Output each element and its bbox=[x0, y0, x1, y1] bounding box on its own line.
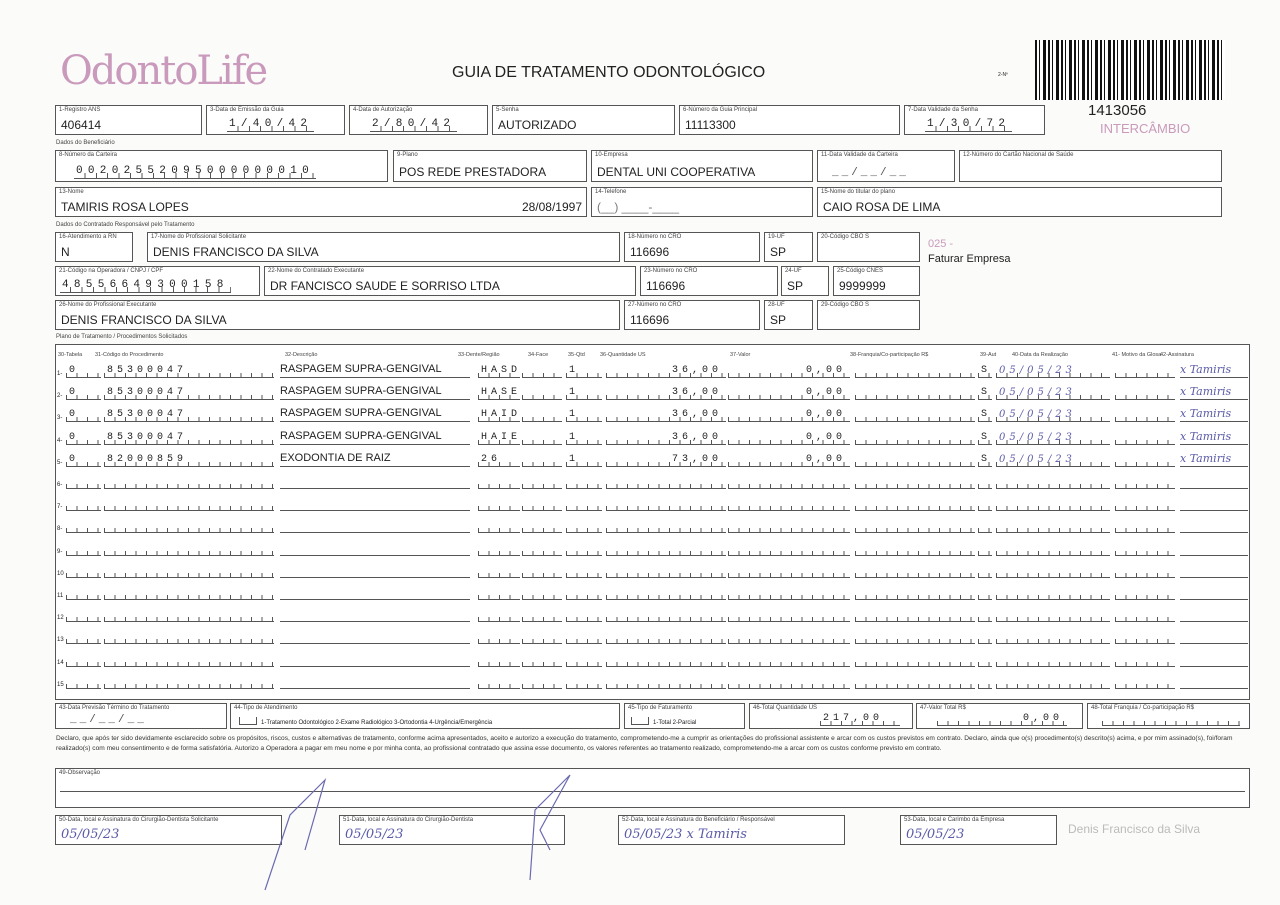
cell-descricao bbox=[280, 563, 470, 578]
table-header: 31-Código do Procedimento bbox=[95, 352, 164, 358]
cell-descricao bbox=[280, 496, 470, 511]
cell-glosa bbox=[1115, 498, 1175, 511]
cell-glosa bbox=[1115, 476, 1175, 489]
cell-face bbox=[522, 498, 562, 511]
cell-tabela: 0 bbox=[66, 365, 101, 378]
cell-codigo bbox=[104, 543, 274, 556]
field-cartao-nacional-saude: 12-Número do Cartão Nacional de Saúde bbox=[959, 150, 1222, 182]
cell-face bbox=[522, 387, 562, 400]
field-cbo-20: 20-Código CBO S bbox=[817, 232, 920, 262]
cell-aut: S bbox=[978, 387, 992, 400]
row-number: 10 bbox=[57, 570, 64, 577]
cell-face bbox=[522, 587, 562, 600]
cell-qtd bbox=[566, 565, 602, 578]
cell-dente bbox=[478, 654, 520, 667]
cell-codigo: 85300047 bbox=[104, 387, 274, 400]
cell-assinatura: x Tamiris bbox=[1180, 430, 1248, 445]
cell-franquia bbox=[855, 387, 975, 400]
cell-valor bbox=[728, 676, 850, 689]
table-row bbox=[55, 560, 1250, 580]
field-empresa: 10-Empresa DENTAL UNI COOPERATIVA bbox=[591, 150, 813, 182]
cell-aut: S bbox=[978, 409, 992, 422]
cell-dente: HAIE bbox=[478, 432, 520, 445]
cell-codigo bbox=[104, 520, 274, 533]
cell-data bbox=[996, 565, 1110, 578]
cell-data: 05/05/23 bbox=[996, 409, 1110, 422]
cell-face bbox=[522, 631, 562, 644]
barcode bbox=[1035, 40, 1225, 100]
cell-dente: 26 bbox=[478, 454, 520, 467]
cell-valor: 0,00 bbox=[728, 432, 850, 445]
cell-tabela bbox=[66, 476, 101, 489]
field-observacao: 49-Observação bbox=[55, 768, 1250, 808]
table-header: 36-Quantidade US bbox=[600, 352, 646, 358]
cell-us: 73,00 bbox=[606, 454, 726, 467]
cell-tabela bbox=[66, 543, 101, 556]
cell-data bbox=[996, 631, 1110, 644]
table-header: 40-Data da Realização bbox=[1012, 352, 1068, 358]
row-number: 5- bbox=[57, 459, 63, 466]
cell-descricao bbox=[280, 541, 470, 556]
cell-dente: HAID bbox=[478, 409, 520, 422]
cell-franquia bbox=[855, 543, 975, 556]
cell-assinatura: x Tamiris bbox=[1180, 385, 1248, 400]
cell-qtd: 1 bbox=[566, 409, 602, 422]
field-uf-28: 28-UF SP bbox=[764, 300, 813, 330]
cell-descricao bbox=[280, 629, 470, 644]
cell-data bbox=[996, 498, 1110, 511]
cell-assinatura: x Tamiris bbox=[1180, 407, 1248, 422]
cell-tabela bbox=[66, 631, 101, 644]
row-number: 1- bbox=[57, 371, 63, 377]
declaration-text: Declaro, que após ter sido devidamente esclarecido sobre os propósitos, riscos, custos e alternativas de tratamento, conforme acima apresentados, aceito e autorizo a execução do tratamento, comprometendo-me a cumprir as orientações do profissional assistente e arcar com os custos previstos em contrato. Declaro, ainda que o(s) procedimento(s) descrito(s) acima, e por mim assinado(s), foi/foram realizado(s) com meu consentimento e de forma satisfatória. Autorizo a Operadora a pagar em meu nome e por minha conta, ao profissional contratado que assina esse documento, os valores referentes ao tratamento realizado, comprometendo-me a arcar com os custos conforme previsto em contrato. bbox=[56, 735, 1233, 752]
cell-dente: HASD bbox=[478, 365, 520, 378]
cell-aut bbox=[978, 543, 992, 556]
cell-assinatura bbox=[1180, 541, 1248, 556]
cell-data bbox=[996, 609, 1110, 622]
cell-us bbox=[606, 520, 726, 533]
cell-glosa bbox=[1115, 676, 1175, 689]
field-total-franquia: 48-Total Franquia / Co-participação R$ bbox=[1087, 703, 1250, 729]
cell-tabela: 0 bbox=[66, 387, 101, 400]
field-cnes: 25-Código CNES 9999999 bbox=[833, 266, 920, 296]
cell-codigo bbox=[104, 565, 274, 578]
cell-aut: S bbox=[978, 365, 992, 378]
cell-qtd bbox=[566, 676, 602, 689]
cell-dente bbox=[478, 498, 520, 511]
cell-franquia bbox=[855, 565, 975, 578]
cell-aut bbox=[978, 498, 992, 511]
cell-tabela bbox=[66, 520, 101, 533]
cell-face bbox=[522, 454, 562, 467]
cell-valor bbox=[728, 609, 850, 622]
cell-codigo bbox=[104, 476, 274, 489]
cell-aut bbox=[978, 676, 992, 689]
cell-assinatura: x Tamiris bbox=[1180, 363, 1248, 378]
cell-valor bbox=[728, 565, 850, 578]
field-contratado-executante: 22-Nome do Contratado Executante DR FANCISCO SAUDE E SORRISO LTDA bbox=[264, 266, 636, 296]
table-row bbox=[55, 626, 1250, 646]
cell-dente bbox=[478, 520, 520, 533]
cell-data bbox=[996, 543, 1110, 556]
cell-aut: S bbox=[978, 454, 992, 467]
cell-tabela bbox=[66, 565, 101, 578]
cell-assinatura bbox=[1180, 585, 1248, 600]
company-stamp: Denis Francisco da Silva bbox=[1068, 822, 1201, 836]
cell-tabela bbox=[66, 609, 101, 622]
row-number: 8- bbox=[57, 526, 63, 533]
field-cbo-29: 29-Código CBO S bbox=[817, 300, 920, 330]
cell-us: 36,00 bbox=[606, 387, 726, 400]
cell-data bbox=[996, 520, 1110, 533]
cell-qtd bbox=[566, 520, 602, 533]
field-data-autorizacao: 4-Data de Autorização 2/80/42 bbox=[349, 105, 488, 135]
cell-qtd bbox=[566, 498, 602, 511]
cell-descricao: RASPAGEM SUPRA-GENGIVAL bbox=[280, 363, 470, 378]
cell-qtd bbox=[566, 631, 602, 644]
cell-codigo bbox=[104, 631, 274, 644]
cell-glosa bbox=[1115, 454, 1175, 467]
cell-tabela bbox=[66, 676, 101, 689]
page-title: GUIA DE TRATAMENTO ODONTOLÓGICO bbox=[452, 64, 766, 81]
cell-glosa bbox=[1115, 609, 1175, 622]
cell-franquia bbox=[855, 631, 975, 644]
table-row bbox=[55, 404, 1250, 424]
field-uf-24: 24-UF SP bbox=[781, 266, 829, 296]
cell-us bbox=[606, 631, 726, 644]
billing-code: 025 - bbox=[928, 238, 954, 250]
cell-face bbox=[522, 520, 562, 533]
table-row bbox=[55, 604, 1250, 624]
cell-descricao bbox=[280, 585, 470, 600]
table-header: 37-Valor bbox=[730, 352, 751, 358]
field-nome: 13-Nome TAMIRIS ROSA LOPES 28/08/1997 bbox=[55, 187, 587, 217]
cell-dente bbox=[478, 565, 520, 578]
table-row bbox=[55, 515, 1250, 535]
row-number: 11 bbox=[57, 593, 64, 599]
table-row bbox=[55, 649, 1250, 669]
billing-text: Faturar Empresa bbox=[928, 253, 1011, 265]
cell-us: 36,00 bbox=[606, 409, 726, 422]
cell-codigo bbox=[104, 676, 274, 689]
cell-glosa bbox=[1115, 520, 1175, 533]
cell-qtd bbox=[566, 543, 602, 556]
table-header: 32-Descrição bbox=[285, 352, 318, 358]
table-header: 42-Assinatura bbox=[1160, 352, 1194, 358]
cell-face bbox=[522, 565, 562, 578]
cell-descricao bbox=[280, 474, 470, 489]
field-uf-19: 19-UF SP bbox=[764, 232, 813, 262]
table-row bbox=[55, 671, 1250, 691]
cell-data: 05/05/23 bbox=[996, 432, 1110, 445]
cell-qtd bbox=[566, 476, 602, 489]
field-valor-total: 47-Valor Total R$ 0,00 bbox=[916, 703, 1083, 729]
cell-codigo bbox=[104, 498, 274, 511]
signature-empresa: 53-Data, local e Carimbo da Empresa 05/05/23 bbox=[900, 815, 1057, 845]
cell-franquia bbox=[855, 432, 975, 445]
cell-aut: S bbox=[978, 432, 992, 445]
cell-valor bbox=[728, 498, 850, 511]
cell-qtd: 1 bbox=[566, 432, 602, 445]
table-header: 33-Dente/Região bbox=[458, 352, 500, 358]
field-tipo-faturamento: 45-Tipo de Faturamento 1-Total 2-Parcial bbox=[624, 703, 745, 729]
cell-valor bbox=[728, 587, 850, 600]
cell-codigo bbox=[104, 654, 274, 667]
cell-qtd: 1 bbox=[566, 454, 602, 467]
cell-assinatura bbox=[1180, 629, 1248, 644]
cell-glosa bbox=[1115, 432, 1175, 445]
cell-us bbox=[606, 676, 726, 689]
field-cro-27: 27-Número no CRO 116696 bbox=[624, 300, 760, 330]
cell-tabela: 0 bbox=[66, 454, 101, 467]
birth-date: 28/08/1997 bbox=[521, 200, 582, 214]
row-number: 7- bbox=[57, 504, 63, 511]
cell-aut bbox=[978, 631, 992, 644]
field-guia-principal: 6-Número da Guia Principal 11113300 bbox=[679, 105, 900, 135]
cell-codigo bbox=[104, 587, 274, 600]
field-numero-carteira: 8-Número da Carteira 00202552095000000010 bbox=[55, 150, 388, 182]
cell-us bbox=[606, 476, 726, 489]
cell-qtd bbox=[566, 609, 602, 622]
row-number: 13 bbox=[57, 637, 64, 644]
signature-solicitante: 50-Data, local e Assinatura do Cirurgião-Dentista Solicitante 05/05/23 bbox=[55, 815, 282, 845]
table-header: 30-Tabela bbox=[58, 352, 83, 358]
cell-descricao bbox=[280, 607, 470, 622]
cell-codigo: 82000859 bbox=[104, 454, 274, 467]
row-number: 6- bbox=[57, 482, 63, 488]
field-total-quantidade-us: 46-Total Quantidade US 217,00 bbox=[749, 703, 913, 729]
cell-franquia bbox=[855, 587, 975, 600]
cell-assinatura bbox=[1180, 563, 1248, 578]
cell-dente bbox=[478, 543, 520, 556]
cell-franquia bbox=[855, 409, 975, 422]
field-tipo-atendimento: 44-Tipo de Atendimento 1-Tratamento Odontológico 2-Exame Radiológico 3-Ortodontia 4-Urgência/Emergência bbox=[230, 703, 620, 729]
cell-qtd bbox=[566, 587, 602, 600]
section-contratado: Dados do Contratado Responsável pelo Tratamento bbox=[56, 222, 195, 228]
cell-valor: 0,00 bbox=[728, 454, 850, 467]
cell-codigo: 85300047 bbox=[104, 365, 274, 378]
cell-face bbox=[522, 654, 562, 667]
cell-dente: HASE bbox=[478, 387, 520, 400]
guia-number-label: 2-Nº bbox=[998, 72, 1008, 78]
intercambio-tag: INTERCÂMBIO bbox=[1100, 121, 1191, 136]
cell-aut bbox=[978, 565, 992, 578]
table-row bbox=[55, 427, 1250, 447]
cell-valor bbox=[728, 543, 850, 556]
cell-us bbox=[606, 609, 726, 622]
cell-glosa bbox=[1115, 365, 1175, 378]
cell-assinatura bbox=[1180, 474, 1248, 489]
cell-assinatura bbox=[1180, 607, 1248, 622]
cell-franquia bbox=[855, 365, 975, 378]
cell-descricao bbox=[280, 518, 470, 533]
table-header: 34-Face bbox=[528, 352, 549, 358]
cell-descricao: RASPAGEM SUPRA-GENGIVAL bbox=[280, 385, 470, 400]
cell-franquia bbox=[855, 498, 975, 511]
cell-codigo bbox=[104, 609, 274, 622]
cell-face bbox=[522, 409, 562, 422]
table-header: 35-Qtd bbox=[568, 352, 585, 358]
cell-codigo: 85300047 bbox=[104, 409, 274, 422]
cell-us bbox=[606, 565, 726, 578]
logo: OdontoLife bbox=[60, 48, 267, 94]
cell-codigo: 85300047 bbox=[104, 432, 274, 445]
row-number: 15 bbox=[57, 681, 64, 688]
cell-glosa bbox=[1115, 631, 1175, 644]
table-row bbox=[55, 360, 1250, 380]
cell-franquia bbox=[855, 609, 975, 622]
cell-qtd: 1 bbox=[566, 387, 602, 400]
table-row bbox=[55, 382, 1250, 402]
field-registro-ans: 1-Registro ANS 406414 bbox=[55, 105, 202, 135]
cell-glosa bbox=[1115, 565, 1175, 578]
table-row bbox=[55, 582, 1250, 602]
field-cro-23: 23-Número no CRO 116696 bbox=[640, 266, 778, 296]
signature-beneficiario: 52-Data, local e Assinatura do Beneficiário / Responsável 05/05/23 x Tamiris bbox=[618, 815, 845, 845]
cell-data: 05/05/23 bbox=[996, 365, 1110, 378]
field-titular-plano: 15-Nome do titular do plano CAIO ROSA DE LIMA bbox=[817, 187, 1222, 217]
cell-dente bbox=[478, 609, 520, 622]
section-plano: Plano de Tratamento / Procedimentos Solicitados bbox=[56, 334, 188, 340]
field-validade-carteira: 11-Data Validade da Carteira __/__/__ bbox=[817, 150, 955, 182]
cell-qtd: 1 bbox=[566, 365, 602, 378]
cell-valor bbox=[728, 654, 850, 667]
cell-us bbox=[606, 498, 726, 511]
cell-tabela bbox=[66, 498, 101, 511]
cell-descricao: RASPAGEM SUPRA-GENGIVAL bbox=[280, 407, 470, 422]
cell-franquia bbox=[855, 476, 975, 489]
cell-aut bbox=[978, 520, 992, 533]
field-data-emissao: 3-Data de Emissão da Guia 1/40/42 bbox=[206, 105, 345, 135]
table-header: 39-Aut bbox=[980, 352, 997, 358]
row-number: 12 bbox=[57, 615, 64, 622]
field-atendimento-rn: 16-Atendimento a RN N bbox=[55, 232, 133, 262]
field-profissional-solicitante: 17-Nome do Profissional Solicitante DENIS FRANCISCO DA SILVA bbox=[147, 232, 620, 262]
cell-face bbox=[522, 476, 562, 489]
field-telefone: 14-Telefone (__) ____-____ bbox=[591, 187, 813, 217]
cell-assinatura: x Tamiris bbox=[1180, 452, 1248, 467]
cell-tabela bbox=[66, 654, 101, 667]
cell-data bbox=[996, 587, 1110, 600]
cell-us bbox=[606, 587, 726, 600]
field-codigo-operadora: 21-Código na Operadora / CNPJ / CPF 48556649300158 bbox=[55, 266, 260, 296]
cell-aut bbox=[978, 609, 992, 622]
section-beneficiario: Dados do Beneficiário bbox=[56, 140, 115, 146]
cell-data bbox=[996, 676, 1110, 689]
field-validade-senha: 7-Data Validade da Senha 1/30/72 bbox=[904, 105, 1045, 135]
cell-face bbox=[522, 543, 562, 556]
cell-dente bbox=[478, 631, 520, 644]
cell-descricao: EXODONTIA DE RAIZ bbox=[280, 452, 470, 467]
cell-data bbox=[996, 476, 1110, 489]
cell-data: 05/05/23 bbox=[996, 387, 1110, 400]
table-header: 41- Motivo da Glosa bbox=[1112, 352, 1162, 358]
field-plano: 9-Plano POS REDE PRESTADORA bbox=[393, 150, 587, 182]
table-row bbox=[55, 493, 1250, 513]
cell-aut bbox=[978, 654, 992, 667]
cell-assinatura bbox=[1180, 496, 1248, 511]
cell-dente bbox=[478, 476, 520, 489]
cell-face bbox=[522, 432, 562, 445]
field-senha: 5-Senha AUTORIZADO bbox=[492, 105, 675, 135]
cell-data: 05/05/23 bbox=[996, 454, 1110, 467]
cell-valor bbox=[728, 476, 850, 489]
cell-aut bbox=[978, 476, 992, 489]
cell-aut bbox=[978, 587, 992, 600]
cell-franquia bbox=[855, 520, 975, 533]
cell-dente bbox=[478, 587, 520, 600]
cell-valor bbox=[728, 631, 850, 644]
table-row bbox=[55, 538, 1250, 558]
cell-valor: 0,00 bbox=[728, 365, 850, 378]
cell-data bbox=[996, 654, 1110, 667]
cell-face bbox=[522, 676, 562, 689]
cell-tabela: 0 bbox=[66, 432, 101, 445]
table-row bbox=[55, 471, 1250, 491]
cell-us bbox=[606, 543, 726, 556]
cell-tabela: 0 bbox=[66, 409, 101, 422]
cell-dente bbox=[478, 676, 520, 689]
cell-face bbox=[522, 365, 562, 378]
table-header: 38-Franquia/Co-participação R$ bbox=[850, 352, 929, 358]
cell-glosa bbox=[1115, 587, 1175, 600]
field-cro-18: 18-Número no CRO 116696 bbox=[624, 232, 760, 262]
cell-glosa bbox=[1115, 387, 1175, 400]
cell-us: 36,00 bbox=[606, 432, 726, 445]
row-number: 14 bbox=[57, 659, 64, 666]
cell-tabela bbox=[66, 587, 101, 600]
cell-valor: 0,00 bbox=[728, 409, 850, 422]
cell-descricao bbox=[280, 674, 470, 689]
cell-assinatura bbox=[1180, 652, 1248, 667]
row-number: 9- bbox=[57, 548, 63, 555]
table-row bbox=[55, 449, 1250, 469]
row-number: 3- bbox=[57, 415, 63, 422]
cell-descricao bbox=[280, 652, 470, 667]
cell-us: 36,00 bbox=[606, 365, 726, 378]
pen-signature-strokes bbox=[250, 770, 580, 900]
guide-code: 1413056 bbox=[1088, 102, 1147, 119]
cell-descricao: RASPAGEM SUPRA-GENGIVAL bbox=[280, 430, 470, 445]
cell-franquia bbox=[855, 676, 975, 689]
cell-franquia bbox=[855, 454, 975, 467]
row-number: 2- bbox=[57, 393, 63, 400]
cell-valor bbox=[728, 520, 850, 533]
cell-assinatura bbox=[1180, 518, 1248, 533]
cell-us bbox=[606, 654, 726, 667]
cell-glosa bbox=[1115, 543, 1175, 556]
cell-face bbox=[522, 609, 562, 622]
cell-glosa bbox=[1115, 409, 1175, 422]
cell-qtd bbox=[566, 654, 602, 667]
cell-valor: 0,00 bbox=[728, 387, 850, 400]
signature-cirurgiao-dentista: 51-Data, local e Assinatura do Cirurgião-Dentista 05/05/23 bbox=[339, 815, 565, 845]
row-number: 4- bbox=[57, 437, 63, 444]
cell-assinatura bbox=[1180, 674, 1248, 689]
field-profissional-executante: 26-Nome do Profissional Executante DENIS FRANCISCO DA SILVA bbox=[55, 300, 620, 330]
cell-franquia bbox=[855, 654, 975, 667]
cell-glosa bbox=[1115, 654, 1175, 667]
field-previsao-termino: 43-Data Previsão Término do Tratamento __/__/__ bbox=[55, 703, 227, 729]
